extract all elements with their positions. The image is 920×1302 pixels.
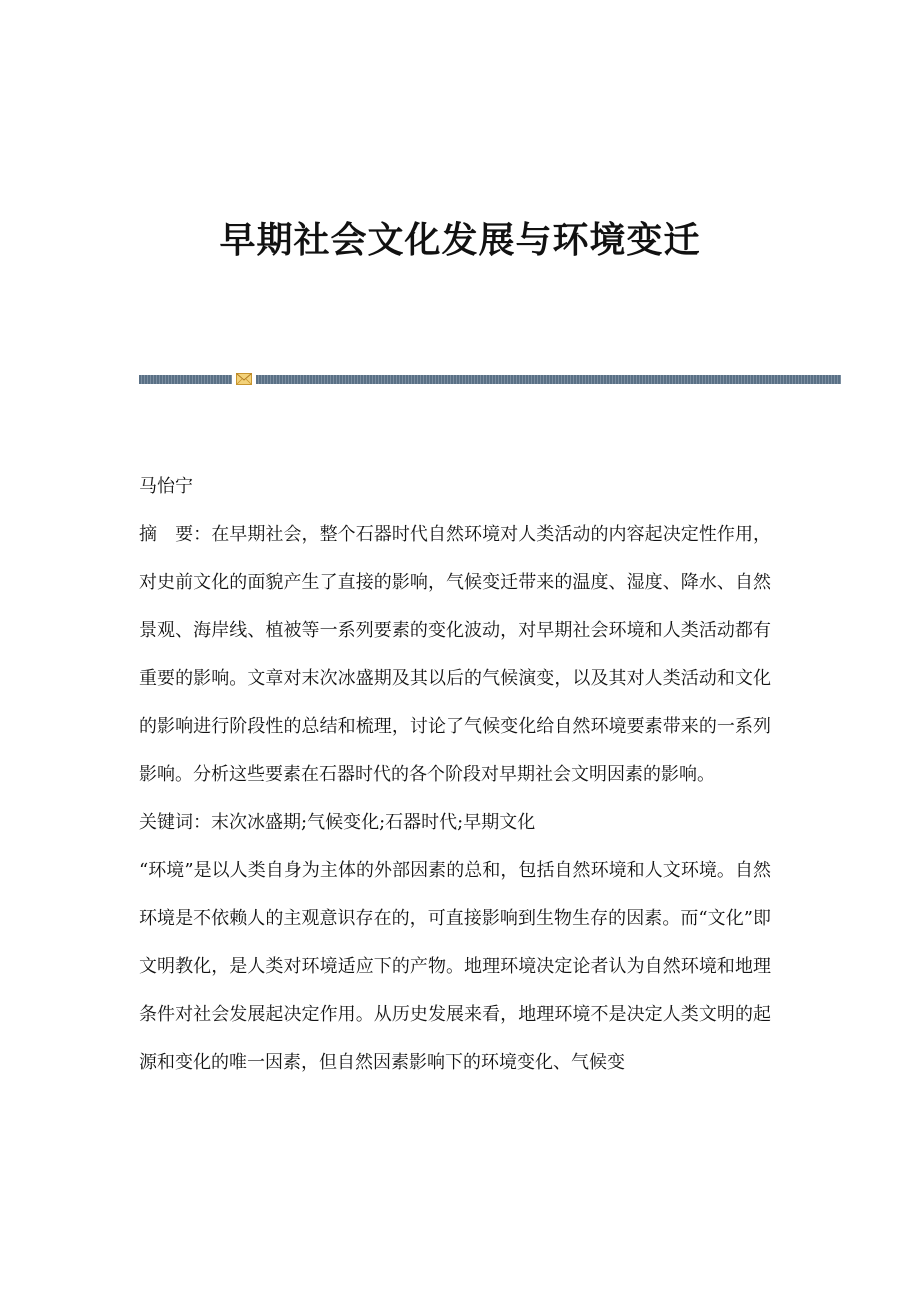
author-name: 马怡宁 [139,476,193,497]
keywords-line: 关键词：末次冰盛期;气候变化;石器时代;早期文化 [139,812,536,833]
envelope-icon [236,373,252,385]
divider-bar-right [256,375,841,384]
divider-bar-left [139,375,232,384]
document-body [139,463,771,1087]
title-divider [139,375,841,384]
document-title: 早期社会文化发展与环境变迁 [219,219,701,261]
body-paragraph: “环境”是以人类自身为主体的外部因素的总和，包括自然环境和人文环境。自然环境是不依赖人的主观意识存在的，可直接影响到生物生存的因素。而“文化”即文明教化，是人类对环境适应下的产物。地理环境决定论者认为自然环境和地理条件对社会发展起决定作用。从历史发展来看，地理环境不是决定人类文明的起源和变化的唯一因素，但自然因素影响下的环境变化、气候变 [139,860,771,1073]
abstract-paragraph: 摘 要：在早期社会，整个石器时代自然环境对人类活动的内容起决定性作用，对史前文化的面貌产生了直接的影响，气候变迁带来的温度、湿度、降水、自然景观、海岸线、植被等一系列要素的变化波动，对早期社会环境和人类活动都有重要的影响。文章对末次冰盛期及其以后的气候演变，以及其对人类活动和文化的影响进行阶段性的总结和梳理，讨论了气候变化给自然环境要素带来的一系列影响。分析这些要素在石器时代的各个阶段对早期社会文明因素的影响。 [139,524,771,785]
